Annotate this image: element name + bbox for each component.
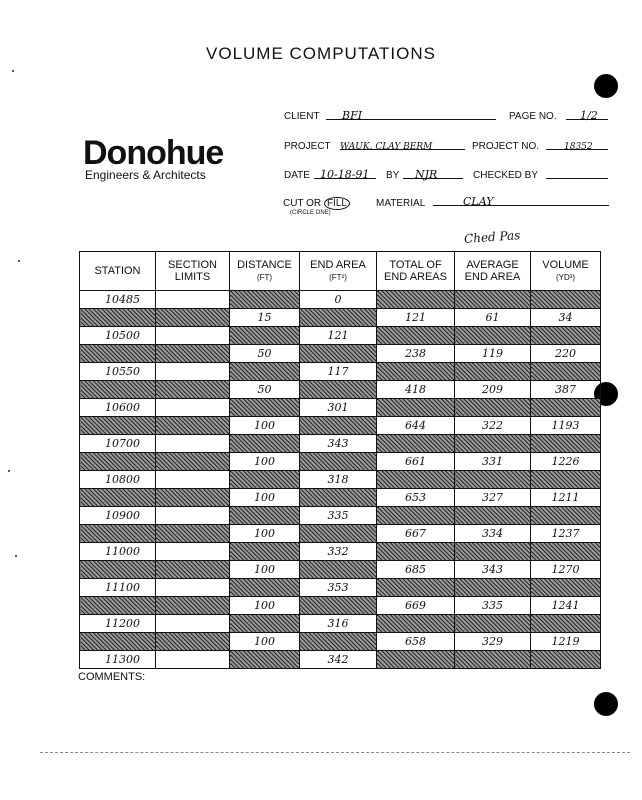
section-limits-cell bbox=[156, 579, 230, 597]
shaded-cell bbox=[377, 579, 455, 597]
station-cell: 10550 bbox=[80, 363, 156, 381]
shaded-cell bbox=[377, 327, 455, 345]
page-no-label: PAGE NO. bbox=[509, 111, 557, 122]
volume-cell: 1241 bbox=[531, 597, 601, 615]
average-end-area-header: AVERAGE END AREA bbox=[455, 252, 531, 291]
shaded-cell bbox=[300, 489, 377, 507]
end-area-cell: 353 bbox=[300, 579, 377, 597]
project-label: PROJECT bbox=[284, 141, 331, 152]
shaded-cell bbox=[531, 507, 601, 525]
by-value: NJR bbox=[415, 168, 438, 181]
distance-cell: 15 bbox=[230, 309, 300, 327]
shaded-cell bbox=[230, 615, 300, 633]
section-limits-cell bbox=[156, 471, 230, 489]
end-area-cell: 121 bbox=[300, 327, 377, 345]
distance-cell: 50 bbox=[230, 381, 300, 399]
station-row bbox=[80, 543, 601, 561]
company-subtitle: Engineers & Architects bbox=[85, 168, 206, 182]
shaded-cell bbox=[80, 381, 156, 399]
shaded-cell bbox=[300, 525, 377, 543]
section-limits-cell bbox=[156, 291, 230, 309]
distance-cell: 100 bbox=[230, 489, 300, 507]
distance-cell: 100 bbox=[230, 525, 300, 543]
total-cell: 121 bbox=[377, 309, 455, 327]
project-no-value: 18352 bbox=[564, 142, 593, 152]
company-logo: Donohue bbox=[83, 134, 224, 172]
shaded-cell bbox=[455, 507, 531, 525]
total-end-areas-header: TOTAL OF END AREAS bbox=[377, 252, 455, 291]
shaded-cell bbox=[377, 363, 455, 381]
interval-row bbox=[80, 525, 601, 543]
shaded-cell bbox=[377, 615, 455, 633]
shaded-cell bbox=[531, 471, 601, 489]
shaded-cell bbox=[531, 399, 601, 417]
section-limits-header: SECTION LIMITS bbox=[156, 252, 230, 291]
total-cell: 238 bbox=[377, 345, 455, 363]
client-field bbox=[326, 106, 496, 120]
volume-cell: 1211 bbox=[531, 489, 601, 507]
by-label: BY bbox=[386, 170, 400, 181]
shaded-cell bbox=[156, 597, 230, 615]
volume-cell: 1237 bbox=[531, 525, 601, 543]
station-cell: 10600 bbox=[80, 399, 156, 417]
end-area-cell: 316 bbox=[300, 615, 377, 633]
distance-cell: 100 bbox=[230, 561, 300, 579]
project-field bbox=[340, 136, 465, 150]
shaded-cell bbox=[156, 525, 230, 543]
station-cell: 10485 bbox=[80, 291, 156, 309]
shaded-cell bbox=[455, 651, 531, 669]
interval-row bbox=[80, 309, 601, 327]
end-area-cell: 335 bbox=[300, 507, 377, 525]
interval-row bbox=[80, 597, 601, 615]
station-cell: 11000 bbox=[80, 543, 156, 561]
average-cell: 329 bbox=[455, 633, 531, 651]
total-cell: 653 bbox=[377, 489, 455, 507]
interval-row bbox=[80, 561, 601, 579]
page-no-value: 1/2 bbox=[580, 109, 598, 122]
shaded-cell bbox=[377, 651, 455, 669]
station-row bbox=[80, 615, 601, 633]
shaded-cell bbox=[80, 597, 156, 615]
end-area-cell: 332 bbox=[300, 543, 377, 561]
distance-cell: 100 bbox=[230, 597, 300, 615]
shaded-cell bbox=[80, 489, 156, 507]
project-no-label: PROJECT NO. bbox=[472, 141, 540, 152]
project-value: WAUK. CLAY BERM bbox=[340, 142, 433, 152]
section-limits-cell bbox=[156, 615, 230, 633]
material-label: MATERIAL bbox=[376, 198, 426, 209]
scan-speck bbox=[15, 555, 17, 557]
distance-header: DISTANCE (FT) bbox=[230, 252, 300, 291]
circle-one-note: (CIRCLE ONE) bbox=[290, 210, 331, 216]
shaded-cell bbox=[230, 399, 300, 417]
station-row bbox=[80, 399, 601, 417]
average-cell: 327 bbox=[455, 489, 531, 507]
section-limits-cell bbox=[156, 435, 230, 453]
station-cell: 10700 bbox=[80, 435, 156, 453]
cut-or-fill bbox=[283, 198, 350, 209]
volume-cell: 387 bbox=[531, 381, 601, 399]
shaded-cell bbox=[230, 507, 300, 525]
station-cell: 10500 bbox=[80, 327, 156, 345]
station-row bbox=[80, 507, 601, 525]
shaded-cell bbox=[300, 453, 377, 471]
total-cell: 644 bbox=[377, 417, 455, 435]
shaded-cell bbox=[80, 633, 156, 651]
shaded-cell bbox=[80, 525, 156, 543]
station-cell: 11100 bbox=[80, 579, 156, 597]
shaded-cell bbox=[531, 363, 601, 381]
shaded-cell bbox=[230, 543, 300, 561]
shaded-cell bbox=[377, 471, 455, 489]
punch-hole bbox=[594, 692, 618, 716]
average-cell: 119 bbox=[455, 345, 531, 363]
shaded-cell bbox=[455, 615, 531, 633]
scan-speck bbox=[8, 470, 10, 472]
volume-cell: 1226 bbox=[531, 453, 601, 471]
shaded-cell bbox=[300, 345, 377, 363]
station-row bbox=[80, 327, 601, 345]
cut-or-label: CUT OR bbox=[283, 198, 322, 209]
date-field bbox=[314, 165, 376, 179]
shaded-cell bbox=[156, 309, 230, 327]
shaded-cell bbox=[531, 543, 601, 561]
interval-row bbox=[80, 345, 601, 363]
checked-by-field bbox=[546, 165, 608, 179]
handwritten-note: Ched Pas bbox=[463, 228, 521, 246]
total-cell: 658 bbox=[377, 633, 455, 651]
interval-row bbox=[80, 453, 601, 471]
shaded-cell bbox=[377, 435, 455, 453]
fill-circled: FILL bbox=[324, 197, 350, 210]
interval-row bbox=[80, 489, 601, 507]
shaded-cell bbox=[80, 453, 156, 471]
shaded-cell bbox=[230, 435, 300, 453]
section-limits-cell bbox=[156, 363, 230, 381]
section-limits-cell bbox=[156, 543, 230, 561]
shaded-cell bbox=[377, 399, 455, 417]
comments-label: COMMENTS: bbox=[78, 671, 146, 683]
shaded-cell bbox=[300, 309, 377, 327]
section-limits-cell bbox=[156, 507, 230, 525]
interval-row bbox=[80, 417, 601, 435]
station-row bbox=[80, 471, 601, 489]
station-row bbox=[80, 435, 601, 453]
shaded-cell bbox=[455, 543, 531, 561]
shaded-cell bbox=[300, 633, 377, 651]
shaded-cell bbox=[455, 363, 531, 381]
interval-row bbox=[80, 633, 601, 651]
volume-header: VOLUME (YD³) bbox=[531, 252, 601, 291]
checked-by-label: CHECKED BY bbox=[473, 170, 539, 181]
end-area-cell: 343 bbox=[300, 435, 377, 453]
client-value: BFI bbox=[342, 109, 363, 122]
station-row bbox=[80, 651, 601, 669]
shaded-cell bbox=[156, 489, 230, 507]
total-cell: 667 bbox=[377, 525, 455, 543]
shaded-cell bbox=[230, 291, 300, 309]
shaded-cell bbox=[531, 579, 601, 597]
station-cell: 11300 bbox=[80, 651, 156, 669]
station-row bbox=[80, 291, 601, 309]
end-area-cell: 0 bbox=[300, 291, 377, 309]
page-no-field bbox=[566, 106, 608, 120]
shaded-cell bbox=[531, 291, 601, 309]
end-area-cell: 318 bbox=[300, 471, 377, 489]
distance-cell: 100 bbox=[230, 453, 300, 471]
shaded-cell bbox=[377, 291, 455, 309]
date-label: DATE bbox=[284, 170, 310, 181]
shaded-cell bbox=[531, 615, 601, 633]
total-cell: 685 bbox=[377, 561, 455, 579]
material-field bbox=[433, 192, 609, 206]
station-header: STATION bbox=[80, 252, 156, 291]
station-row bbox=[80, 363, 601, 381]
section-limits-cell bbox=[156, 651, 230, 669]
shaded-cell bbox=[455, 291, 531, 309]
station-cell: 10800 bbox=[80, 471, 156, 489]
shaded-cell bbox=[230, 579, 300, 597]
station-cell: 10900 bbox=[80, 507, 156, 525]
total-cell: 418 bbox=[377, 381, 455, 399]
client-label: CLIENT bbox=[284, 111, 320, 122]
material-value: CLAY bbox=[463, 195, 494, 208]
end-area-cell: 117 bbox=[300, 363, 377, 381]
shaded-cell bbox=[156, 345, 230, 363]
table-header-row bbox=[80, 252, 601, 291]
average-cell: 335 bbox=[455, 597, 531, 615]
shaded-cell bbox=[455, 471, 531, 489]
shaded-cell bbox=[300, 417, 377, 435]
shaded-cell bbox=[230, 471, 300, 489]
shaded-cell bbox=[455, 579, 531, 597]
shaded-cell bbox=[531, 435, 601, 453]
scan-speck bbox=[12, 70, 14, 72]
shaded-cell bbox=[80, 561, 156, 579]
total-cell: 669 bbox=[377, 597, 455, 615]
shaded-cell bbox=[531, 651, 601, 669]
shaded-cell bbox=[230, 363, 300, 381]
shaded-cell bbox=[80, 345, 156, 363]
interval-row bbox=[80, 381, 601, 399]
distance-cell: 50 bbox=[230, 345, 300, 363]
section-limits-cell bbox=[156, 399, 230, 417]
shaded-cell bbox=[156, 417, 230, 435]
end-area-header: END AREA (FT²) bbox=[300, 252, 377, 291]
average-cell: 209 bbox=[455, 381, 531, 399]
by-field bbox=[403, 165, 463, 179]
date-value: 10-18-91 bbox=[320, 168, 370, 181]
shaded-cell bbox=[455, 399, 531, 417]
shaded-cell bbox=[230, 327, 300, 345]
shaded-cell bbox=[156, 633, 230, 651]
average-cell: 334 bbox=[455, 525, 531, 543]
volume-cell: 34 bbox=[531, 309, 601, 327]
shaded-cell bbox=[80, 309, 156, 327]
scan-speck bbox=[18, 260, 20, 262]
shaded-cell bbox=[230, 651, 300, 669]
distance-cell: 100 bbox=[230, 633, 300, 651]
end-area-cell: 342 bbox=[300, 651, 377, 669]
page-title: VOLUME COMPUTATIONS bbox=[206, 44, 436, 63]
scan-edge bbox=[40, 752, 630, 753]
station-cell: 11200 bbox=[80, 615, 156, 633]
volume-cell: 1270 bbox=[531, 561, 601, 579]
punch-hole bbox=[594, 74, 618, 98]
volume-cell: 220 bbox=[531, 345, 601, 363]
shaded-cell bbox=[300, 381, 377, 399]
shaded-cell bbox=[377, 507, 455, 525]
volume-cell: 1219 bbox=[531, 633, 601, 651]
station-row bbox=[80, 579, 601, 597]
average-cell: 331 bbox=[455, 453, 531, 471]
shaded-cell bbox=[300, 597, 377, 615]
shaded-cell bbox=[455, 327, 531, 345]
shaded-cell bbox=[377, 543, 455, 561]
distance-cell: 100 bbox=[230, 417, 300, 435]
section-limits-cell bbox=[156, 327, 230, 345]
shaded-cell bbox=[455, 435, 531, 453]
average-cell: 322 bbox=[455, 417, 531, 435]
shaded-cell bbox=[300, 561, 377, 579]
average-cell: 61 bbox=[455, 309, 531, 327]
shaded-cell bbox=[531, 327, 601, 345]
project-no-field bbox=[546, 136, 608, 150]
shaded-cell bbox=[156, 561, 230, 579]
shaded-cell bbox=[156, 381, 230, 399]
shaded-cell bbox=[80, 417, 156, 435]
average-cell: 343 bbox=[455, 561, 531, 579]
end-area-cell: 301 bbox=[300, 399, 377, 417]
shaded-cell bbox=[156, 453, 230, 471]
volume-cell: 1193 bbox=[531, 417, 601, 435]
total-cell: 661 bbox=[377, 453, 455, 471]
volume-table bbox=[79, 251, 601, 669]
